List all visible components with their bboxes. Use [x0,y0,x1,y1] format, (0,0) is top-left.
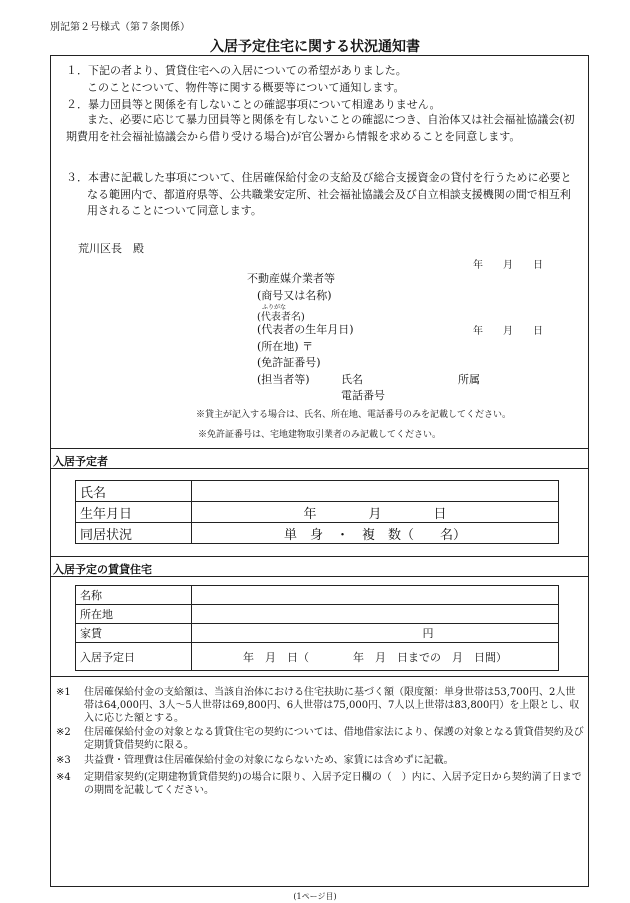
document-date: 年 月 日 [473,260,543,271]
housing-rent-row [76,624,559,643]
statement-1-line-1: １．下記の者より、賃貸住宅への入居についての希望がありました。 [66,64,407,77]
footnote-text: 共益費・管理費は住居確保給付金の対象にならないため、家賃には含めずに記載。 [84,755,454,766]
resident-name-label: 氏名 [76,481,192,502]
divider [50,676,589,677]
footnote-mark: ※3 [56,755,71,766]
agent-phone-label: 電話番号 [341,389,385,402]
footnote-1 [56,686,584,725]
statement-2-line-1: ２．暴力団員等と関係を有しないことの確認事項について相違ありません。 [66,98,441,111]
footnote-3 [56,754,584,767]
housing-name-field[interactable] [192,586,559,605]
resident-household-row [76,523,559,544]
agent-name-label: 氏名 [341,373,363,386]
resident-household-field[interactable]: 単 身 ・ 複 数（ 名） [192,523,559,544]
agent-note-license: ※免許証番号は、宅地建物取引業者のみ記載してください。 [198,430,442,440]
footnote-2 [56,726,584,752]
agent-affiliation-label: 所属 [458,373,480,386]
resident-birthdate-field[interactable]: 年 月 日 [192,502,559,523]
divider [50,576,589,577]
housing-section-title: 入居予定の賃貸住宅 [53,563,152,576]
housing-location-row [76,605,559,624]
divider [50,448,589,449]
footnote-mark: ※1 [56,687,71,698]
statement-3-body: ３．本書に記載した事項について、住居確保給付金の支給及び総合支援資金の貸付を行うために必要となる範囲内で、都道府県等、公共職業安定所、社会福祉協議会及び自立相談支援機関の間で相互利用されることについて同意します。 [66,171,572,217]
page-number: (1ページ目) [293,892,337,901]
form-number-label: 別記第２号様式（第７条関係） [50,22,190,33]
statement-1-line-2: このことについて、物件等に関する概要等について通知します。 [87,81,405,94]
addressee: 荒川区長 殿 [78,242,144,255]
agent-representative-birthdate: (代表者の生年月日) [257,323,354,336]
divider [50,468,589,469]
footnote-mark: ※2 [56,727,71,738]
agent-heading: 不動産媒介業者等 [247,272,335,285]
statement-2-body: また、必要に応じて暴力団員等と関係を有しないことの確認につき、自治体又は社会福祉協議会(初期費用を社会福祉協議会から借り受ける場合)が官公署から情報を求めることを同意します。 [66,113,575,143]
housing-move-in-row [76,643,559,671]
housing-move-in-field[interactable]: 年 月 日（ 年 月 日までの 月 日間） [192,643,559,671]
housing-table [75,585,559,671]
agent-representative-birthdate-value: 年 月 日 [473,326,543,337]
housing-name-row [76,586,559,605]
agent-license-number: (免許証番号) [257,356,321,369]
footnote-text: 住居確保給付金の支給額は、当該自治体における住宅扶助に基づく額（限度額：単身世帯は53,700円、2人世帯は64,000円、3人～5人世帯は69,800円、6人世帯は75,000円、7人以上世帯は83,800円）を上限とし、収入に応じた額とする。 [84,687,580,724]
agent-contact-person: (担当者等) [257,373,310,386]
resident-table [75,480,559,544]
housing-rent-label: 家賃 [76,624,192,643]
agent-note-lessor: ※貸主が記入する場合は、氏名、所在地、電話番号のみを記載してください。 [196,410,512,420]
resident-birthdate-label: 生年月日 [76,502,192,523]
housing-rent-field[interactable]: 円 [192,624,559,643]
housing-location-field[interactable] [192,605,559,624]
housing-name-label: 名称 [76,586,192,605]
footnote-text: 定期借家契約(定期建物賃貸借契約)の場合に限り、入居予定日欄の（ ）内に、入居予定日から契約満了日までの期間を記載してください。 [84,772,582,796]
divider [50,556,589,557]
resident-section-title: 入居予定者 [53,455,108,468]
housing-move-in-label: 入居予定日 [76,643,192,671]
footnote-4 [56,771,584,797]
resident-name-row [76,481,559,502]
document-title: 入居予定住宅に関する状況通知書 [210,39,420,55]
resident-birthdate-row [76,502,559,523]
resident-household-label: 同居状況 [76,523,192,544]
agent-trade-name: (商号又は名称) [257,289,332,302]
agent-address: (所在地) 〒 [257,340,314,353]
resident-name-field[interactable] [192,481,559,502]
agent-representative-name: (代表者名) [257,312,305,323]
agent-furigana: ふりがな [262,304,287,311]
housing-location-label: 所在地 [76,605,192,624]
footnote-text: 住居確保給付金の対象となる賃貸住宅の契約については、借地借家法により、保護の対象となる賃貸借契約及び定期賃貸借契約に限る。 [84,727,584,751]
footnote-mark: ※4 [56,772,71,783]
